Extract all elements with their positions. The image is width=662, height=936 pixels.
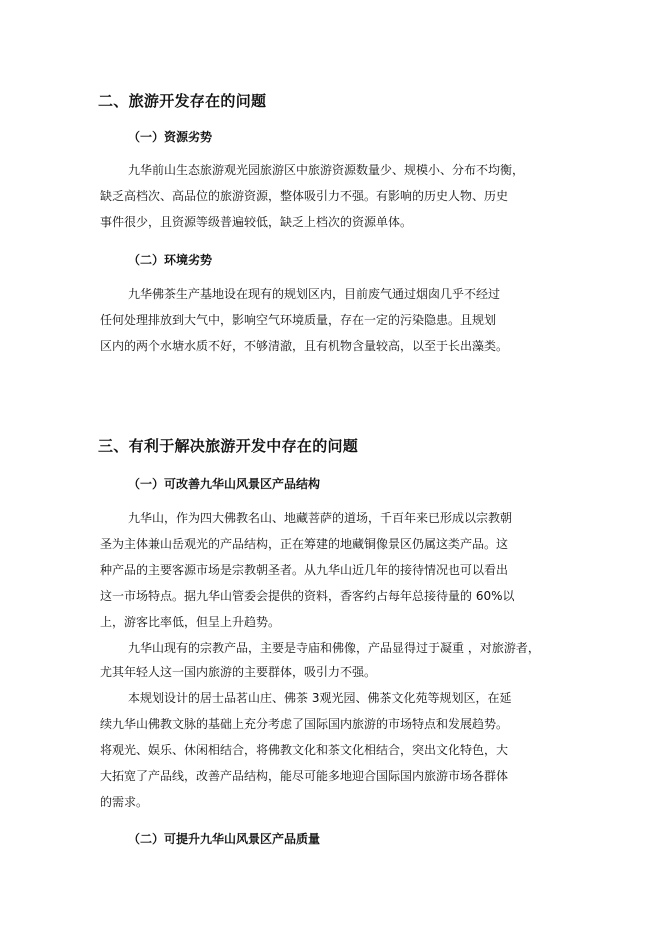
paragraph-line: 大拓宽了产品线，改善产品结构，能尽可能多地迎合国际国内旅游市场各群体	[100, 769, 509, 783]
paragraph-line: 的需求。	[100, 795, 149, 809]
paragraph-line: 任何处理排放到大气中，影响空气环境质量，存在一定的污染隐患。且规划	[100, 313, 497, 327]
paragraph-line: 九华山现有的宗教产品，主要是寺庙和佛像，产品显得过于凝重 ，对旅游者，	[128, 641, 540, 655]
section-3-heading: 三、有利于解决旅游开发中存在的问题	[98, 437, 359, 455]
paragraph-line: 尤其年轻人这一国内旅游的主要群体，吸引力不强。	[100, 665, 377, 679]
paragraph-line: 种产品的主要客源市场是宗教朝圣者。从九华山近几年的接待情况也可以看出	[100, 563, 509, 577]
paragraph-line: 这一市场特点。据九华山管委会提供的资料，香客约占每年总接待量的 60%以	[100, 589, 515, 603]
section-3-sub2-heading: （二）可提升九华山风景区产品质量	[128, 832, 321, 846]
paragraph-line: 区内的两个水塘水质不好，不够清澈，且有机物含量较高，以至于长出藻类。	[100, 339, 509, 353]
section-2-sub2-heading: （二）环境劣势	[128, 253, 213, 267]
paragraph-line: 续九华山佛教文脉的基础上充分考虑了国际国内旅游的市场特点和发展趋势。	[100, 717, 509, 731]
section-2-sub1-heading: （一）资源劣势	[128, 130, 213, 144]
section-2-heading: 二、旅游开发存在的问题	[98, 92, 267, 110]
paragraph-line: 上，游客比率低，但呈上升趋势。	[100, 615, 281, 629]
paragraph-line: 九华山，作为四大佛教名山、地藏菩萨的道场，千百年来已形成以宗教朝	[128, 511, 513, 525]
paragraph-line: 九华前山生态旅游观光园旅游区中旅游资源数量少、规模小、分布不均衡，	[128, 163, 525, 177]
section-3-sub1-heading: （一）可改善九华山风景区产品结构	[128, 477, 321, 491]
paragraph-line: 缺乏高档次、高品位的旅游资源，整体吸引力不强。有影响的历史人物、历史	[100, 189, 509, 203]
paragraph-line: 九华佛茶生产基地设在现有的规划区内，目前废气通过烟囱几乎不经过	[128, 287, 501, 301]
paragraph-line: 圣为主体兼山岳观光的产品结构，正在筹建的地藏铜像景区仍属这类产品。这	[100, 537, 509, 551]
paragraph-line: 事件很少，且资源等级普遍较低，缺乏上档次的资源单体。	[100, 215, 413, 229]
paragraph-line: 将观光、娱乐、休闲相结合，将佛教文化和茶文化相结合，突出文化特色，大	[100, 743, 509, 757]
paragraph-line: 本规划设计的居士品茗山庄、佛茶 3观光园、佛茶文化苑等规划区，在延	[128, 691, 512, 705]
